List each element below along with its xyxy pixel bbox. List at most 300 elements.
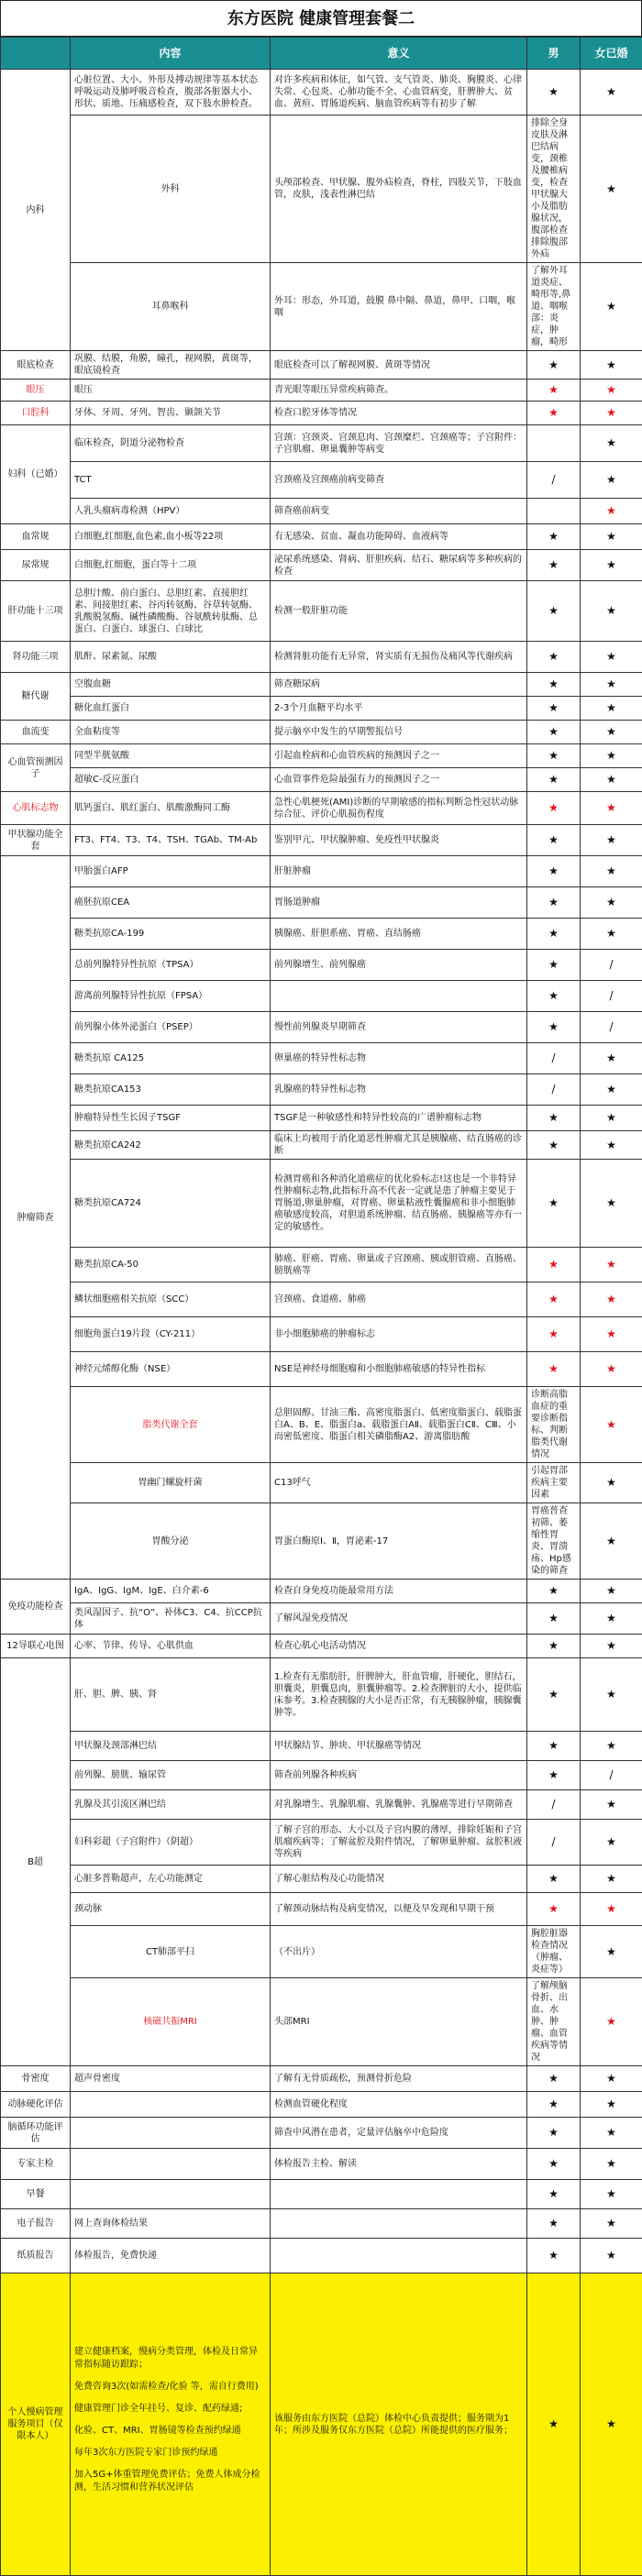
table-row bbox=[1, 2209, 642, 2239]
female-mark: ★ bbox=[581, 581, 642, 642]
female-mark: ★ bbox=[581, 2239, 642, 2273]
content-cell: 空腹血糖 bbox=[71, 673, 271, 697]
female-mark: ★ bbox=[581, 1160, 642, 1248]
content-cell: 头颅部检查、甲状腺、腹外疝检查，脊柱，四肢关节，下肢血管，皮肤，浅表性淋巴结 bbox=[271, 116, 527, 263]
male-mark: ★ bbox=[527, 981, 581, 1012]
male-mark: / bbox=[527, 462, 581, 499]
meaning-cell: 排除全身皮肤及淋巴结病变，颈椎及腰椎病变，检查甲状腺大小及脂肪腺状况，腹部检查排除腹部外疝 bbox=[527, 116, 581, 263]
content-cell: 胃蛋白酶原Ⅰ、Ⅱ，胃泌素-17 bbox=[271, 1503, 527, 1580]
meaning-cell: 检测胃癌和各种消化道癌症的优化验标志!这也是一个非特异性肿瘤标志物,此指标升高不代表一定就是患了肿瘤主要见于胃肠道,卵巢肿瘤，对胃癌、卵巢粘液性囊腺癌和非小细胞肺癌敏感度较高，对胆道系统肿瘤、结直肠癌、胰腺癌等亦有一定的敏感性。 bbox=[271, 1160, 527, 1248]
table-row bbox=[1, 825, 642, 856]
table-row bbox=[1, 524, 642, 550]
meaning-cell bbox=[271, 2180, 527, 2209]
female-mark: ★ bbox=[581, 380, 642, 402]
female-mark: ★ bbox=[581, 1106, 642, 1131]
male-mark: ★ bbox=[581, 1978, 642, 2066]
meaning-cell: 1.检查有无脂肪肝，肝脾肿大，肝血管瘤，肝硬化，胆结石，胆囊炎，胆囊息肉，胆囊肿瘤等。2.检查脾脏的大小，提供临床参考。3.检查胰腺的大小是否正常，有无胰腺肿瘤，胰腺囊肿等。 bbox=[271, 1658, 527, 1732]
content-cell: 心脏位置、大小、外形及搏动规律等基本状态 呼吸运动及肺呼吸音检查，腹部各脏器大小、形状、质地、压痛感检查，双下肢水肿检查。 bbox=[71, 70, 271, 116]
female-mark: ★ bbox=[581, 2149, 642, 2180]
male-mark: ★ bbox=[527, 1580, 581, 1603]
meaning-cell: 了解颈动脉结构及病变情况，以便及早发现和早期干预 bbox=[271, 1893, 527, 1926]
meaning-cell: 对许多疾病和体征，如气管、支气管炎、肺炎、胸膜炎、心律失常、心包炎、心肺功能不全、心血管病变，肝脾肿大、贫血、黄疸、胃肠道疾病、脑血管疾病等有初步了解 bbox=[271, 70, 527, 116]
female-mark: ★ bbox=[581, 2118, 642, 2149]
male-mark: ★ bbox=[527, 1658, 581, 1732]
female-mark: ★ bbox=[581, 1820, 642, 1866]
female-mark: ★ bbox=[581, 499, 642, 524]
content-cell: C13呼气 bbox=[271, 1463, 527, 1503]
content-cell: 糖类抗原CA724 bbox=[71, 1160, 271, 1248]
meaning-cell: 筛查癌前病变 bbox=[271, 499, 527, 524]
female-mark: ★ bbox=[581, 1043, 642, 1074]
male-mark: ★ bbox=[527, 2149, 581, 2180]
category-cell: 外科 bbox=[71, 116, 271, 263]
category-cell: 肝功能十三项 bbox=[1, 581, 71, 642]
female-mark: ★ bbox=[581, 1580, 642, 1603]
female-mark: ★ bbox=[581, 550, 642, 581]
female-mark: ★ bbox=[581, 1658, 642, 1732]
female-mark: ★ bbox=[581, 856, 642, 887]
table-row bbox=[1, 642, 642, 673]
category-cell: 心血管预测因子 bbox=[1, 744, 71, 792]
male-mark: / bbox=[527, 1790, 581, 1820]
table-row bbox=[1, 116, 642, 263]
female-mark: / bbox=[581, 950, 642, 981]
category-cell: 早餐 bbox=[1, 2180, 71, 2209]
male-mark: ★ bbox=[527, 1106, 581, 1131]
content-cell: 临床检查，阴道分泌物检查 bbox=[71, 425, 271, 462]
category-cell: 胃幽门螺旋杆菌 bbox=[71, 1463, 271, 1503]
content-cell: 心率、节律、传导、心肌供血 bbox=[71, 1635, 271, 1658]
category-cell: 12导联心电图 bbox=[1, 1635, 71, 1658]
meaning-cell: 宫颈：宫颈炎、宫颈息肉、宫颈糜烂、宫颈癌等；子宫附件：子宫肌瘤、卵巢囊肿等病变 bbox=[271, 425, 527, 462]
meaning-cell: 诊断高脂血症的重要诊断指标、判断脂类代谢情况 bbox=[527, 1387, 581, 1463]
male-mark: ★ bbox=[527, 825, 581, 856]
male-mark: ★ bbox=[527, 1131, 581, 1160]
meaning-cell: 了解风湿免疫情况 bbox=[271, 1603, 527, 1635]
female-mark: ★ bbox=[581, 1603, 642, 1635]
content-cell: 类风湿因子、抗“O”、补体C3、C4、抗CCP抗体 bbox=[71, 1603, 271, 1635]
table-row bbox=[1, 1131, 642, 1160]
meaning-cell: 引起血栓病和心血管疾病的预测因子之一 bbox=[271, 744, 527, 768]
female-mark: ★ bbox=[581, 642, 642, 673]
male-mark: ★ bbox=[527, 856, 581, 887]
header-female: 女已婚 bbox=[581, 38, 642, 70]
female-mark: ★ bbox=[581, 744, 642, 768]
content-cell: 肝、胆、脾、胰、肾 bbox=[71, 1658, 271, 1732]
content-cell: 总胆固醇、甘油三酯、高密度脂蛋白、低密度脂蛋白、载脂蛋白A、B、E、脂蛋白a、载脂蛋白AⅡ、载脂蛋白CⅡ、CⅢ、小而密低密度、脂蛋白相关磷脂酶A2、游离脂肪酸 bbox=[271, 1387, 527, 1463]
content-cell bbox=[71, 2149, 271, 2180]
category-cell: 眼底检查 bbox=[1, 351, 71, 380]
female-mark: ★ bbox=[581, 1074, 642, 1106]
meaning-cell: 了解颅脑骨折、出血、水肿、肿瘤、血管疾病等情况 bbox=[527, 1978, 581, 2066]
content-cell: 鳞状细胞癌相关抗原（SCC） bbox=[71, 1282, 271, 1317]
male-mark: ★ bbox=[581, 1463, 642, 1503]
table-row bbox=[1, 1866, 642, 1893]
category-cell: 脑循环功能评估 bbox=[1, 2118, 71, 2149]
male-mark: ★ bbox=[581, 1503, 642, 1580]
meaning-cell: 宫颈癌、食道癌、肺癌 bbox=[271, 1282, 527, 1317]
male-mark: ★ bbox=[527, 70, 581, 116]
male-mark: ★ bbox=[527, 1603, 581, 1635]
meaning-cell: 检查口腔牙体等情况 bbox=[271, 402, 527, 425]
content-cell: 白细胞,红细胞,血色素,血小板等22项 bbox=[71, 524, 271, 550]
table-row bbox=[1, 697, 642, 721]
content-cell: 乳腺及其引流区淋巴结 bbox=[71, 1790, 271, 1820]
female-mark: ★ bbox=[581, 721, 642, 744]
table-row bbox=[1, 1635, 642, 1658]
table-body bbox=[1, 70, 642, 2576]
male-mark: ★ bbox=[527, 642, 581, 673]
female-mark: ★ bbox=[581, 1790, 642, 1820]
meaning-cell: 检测血管硬化程度 bbox=[271, 2092, 527, 2118]
content-cell: 糖类抗原 CA125 bbox=[71, 1043, 271, 1074]
meaning-cell: 胰腺癌、肝胆系癌、胃癌、直结肠癌 bbox=[271, 919, 527, 950]
male-mark: ★ bbox=[527, 2239, 581, 2273]
meaning-cell: 提示脑卒中发生的早期警报信号 bbox=[271, 721, 527, 744]
table-row bbox=[1, 919, 642, 950]
meaning-cell: 胃癌普查初筛、萎缩性胃炎、胃溃疡、Hp感染的筛查 bbox=[527, 1503, 581, 1580]
male-mark: ★ bbox=[527, 792, 581, 825]
meaning-cell: 了解心脏结构及心功能情况 bbox=[271, 1866, 527, 1893]
category-cell: 妇科（已婚） bbox=[1, 425, 71, 524]
male-mark: ★ bbox=[527, 919, 581, 950]
content-cell: 糖类抗原CA-50 bbox=[71, 1248, 271, 1282]
male-mark: / bbox=[527, 1820, 581, 1866]
category-cell: 甲状腺功能全套 bbox=[1, 825, 71, 856]
content-cell: 牙体、牙周、牙列、智齿、颞颌关节 bbox=[71, 402, 271, 425]
table-row bbox=[1, 425, 642, 462]
category-cell: 心肌标志物 bbox=[1, 792, 71, 825]
meaning-cell: 慢性前列腺炎早期筛查 bbox=[271, 1012, 527, 1043]
category-cell: CT肺部平扫 bbox=[71, 1926, 271, 1978]
header-content: 内容 bbox=[71, 38, 271, 70]
male-mark: ★ bbox=[527, 950, 581, 981]
table-row bbox=[1, 1978, 642, 2066]
package-table bbox=[0, 37, 642, 2576]
vip-items-cell bbox=[71, 2273, 271, 2576]
table-row bbox=[1, 744, 642, 768]
table-row bbox=[1, 1580, 642, 1603]
content-cell: IgA、IgG、IgM、IgE、白介素-6 bbox=[71, 1580, 271, 1603]
male-mark: ★ bbox=[527, 402, 581, 425]
content-cell: 妇科彩超（子宫附件）（阴超） bbox=[71, 1820, 271, 1866]
category-cell: 核磁共振MRI bbox=[71, 1978, 271, 2066]
table-row bbox=[1, 2066, 642, 2092]
table-row bbox=[1, 402, 642, 425]
table-row bbox=[1, 768, 642, 792]
table-row bbox=[1, 1790, 642, 1820]
table-row bbox=[1, 351, 642, 380]
meaning-cell: 检查自身免疫功能最常用方法 bbox=[271, 1580, 527, 1603]
meaning-cell: 体检报告主检、解读 bbox=[271, 2149, 527, 2180]
male-mark: ★ bbox=[527, 721, 581, 744]
content-cell bbox=[71, 2180, 271, 2209]
male-mark: ★ bbox=[581, 263, 642, 351]
content-cell: 肿瘤特异性生长因子TSGF bbox=[71, 1106, 271, 1131]
male-mark: ★ bbox=[527, 1761, 581, 1790]
table-row bbox=[1, 2149, 642, 2180]
meaning-cell: 对乳腺增生、乳腺肌瘤、乳腺囊肿、乳腺癌等进行早期筛查 bbox=[271, 1790, 527, 1820]
meaning-cell: 青光眼等眼压异常疾病筛查。 bbox=[271, 380, 527, 402]
content-cell: 肌钙蛋白、肌红蛋白、肌酸激酶同工酶 bbox=[71, 792, 271, 825]
male-mark: ★ bbox=[527, 1012, 581, 1043]
male-mark: ★ bbox=[527, 1352, 581, 1387]
female-mark: ★ bbox=[581, 1635, 642, 1658]
female-mark: ★ bbox=[581, 2092, 642, 2118]
category-cell: 血常规 bbox=[1, 524, 71, 550]
female-mark: ★ bbox=[581, 792, 642, 825]
table-row bbox=[1, 263, 642, 351]
female-mark: ★ bbox=[581, 1352, 642, 1387]
male-mark bbox=[527, 425, 581, 462]
table-row bbox=[1, 673, 642, 697]
male-mark: ★ bbox=[527, 2209, 581, 2239]
content-cell: 前列腺小体外泌蛋白（PSEP） bbox=[71, 1012, 271, 1043]
table-row bbox=[1, 1387, 642, 1463]
female-mark: / bbox=[581, 981, 642, 1012]
male-mark: ★ bbox=[527, 1282, 581, 1317]
male-mark: ★ bbox=[527, 1248, 581, 1282]
category-cell: 内科 bbox=[1, 70, 71, 351]
content-cell: 网上查询体检结果 bbox=[71, 2209, 271, 2239]
content-cell: 体检报告，免费快递 bbox=[71, 2239, 271, 2273]
category-cell: 免疫功能检查 bbox=[1, 1580, 71, 1635]
male-mark: ★ bbox=[527, 2273, 581, 2576]
content-cell: 细胞角蛋白19片段（CY-211） bbox=[71, 1317, 271, 1352]
vip-meaning-cell: 该服务由东方医院（总院）体检中心负责提供；服务期为1年；所涉及服务仅东方医院（总院）所能提供的医疗服务； bbox=[271, 2273, 527, 2576]
content-cell: TCT bbox=[71, 462, 271, 499]
female-mark: ★ bbox=[581, 1732, 642, 1761]
female-mark: ★ bbox=[581, 673, 642, 697]
male-mark bbox=[527, 499, 581, 524]
male-mark: ★ bbox=[581, 116, 642, 263]
male-mark: ★ bbox=[527, 1160, 581, 1248]
category-cell: 电子报告 bbox=[1, 2209, 71, 2239]
meaning-cell: 筛查前列腺各种疾病 bbox=[271, 1761, 527, 1790]
female-mark: ★ bbox=[581, 2066, 642, 2092]
female-mark: ★ bbox=[581, 1866, 642, 1893]
meaning-cell bbox=[271, 2239, 527, 2273]
male-mark: ★ bbox=[527, 768, 581, 792]
female-mark: ★ bbox=[581, 1131, 642, 1160]
table-row bbox=[1, 1503, 642, 1580]
category-cell: 眼压 bbox=[1, 380, 71, 402]
content-cell: 超敏C-反应蛋白 bbox=[71, 768, 271, 792]
table-row bbox=[1, 1761, 642, 1790]
meaning-cell: 了解子宫的形态、大小以及子宫内膜的薄厚，排除妊娠和子宫肌瘤疾病等；了解盆腔及附件情况，了解卵巢肿瘤、盆腔积液等疾病 bbox=[271, 1820, 527, 1866]
male-mark: ★ bbox=[527, 550, 581, 581]
meaning-cell: 宫颈癌及宫颈癌前病变筛查 bbox=[271, 462, 527, 499]
meaning-cell: 引起胃部疾病主要因素 bbox=[527, 1463, 581, 1503]
table-row bbox=[1, 856, 642, 887]
content-cell: 同型半胱氨酸 bbox=[71, 744, 271, 768]
content-cell bbox=[71, 2118, 271, 2149]
male-mark: ★ bbox=[527, 2066, 581, 2092]
meaning-cell: 前列腺增生、前列腺癌 bbox=[271, 950, 527, 981]
vip-item: 加入5G+体重管理免费评估；免费人体成分检测，生活习惯和营养状况评估 bbox=[74, 2469, 266, 2494]
male-mark: ★ bbox=[527, 581, 581, 642]
content-cell: 肌酐、尿素氮、尿酸 bbox=[71, 642, 271, 673]
table-row bbox=[1, 1926, 642, 1978]
vip-category-cell: 个人慢病管理服务项目（仅限本人） bbox=[1, 2273, 71, 2576]
meaning-cell: 眼底检查可以了解视网膜、黄斑等情况 bbox=[271, 351, 527, 380]
meaning-cell: 胃肠道肿瘤 bbox=[271, 887, 527, 919]
meaning-cell: 甲状腺结节、肿块、甲状腺癌等情况 bbox=[271, 1732, 527, 1761]
category-cell: 骨密度 bbox=[1, 2066, 71, 2092]
table-row bbox=[1, 721, 642, 744]
male-mark: ★ bbox=[527, 380, 581, 402]
vip-service-row bbox=[1, 2273, 642, 2576]
table-row bbox=[1, 981, 642, 1012]
meaning-cell: 卵巢癌的特异性标志物 bbox=[271, 1043, 527, 1074]
content-cell: 心脏多普勒超声，左心功能测定 bbox=[71, 1866, 271, 1893]
content-cell: 糖化血红蛋白 bbox=[71, 697, 271, 721]
table-row bbox=[1, 2239, 642, 2273]
female-mark: ★ bbox=[581, 1282, 642, 1317]
table-row bbox=[1, 1160, 642, 1248]
meaning-cell: 检测肾脏功能有无异常，肾实质有无损伤及痛风等代谢疾病 bbox=[271, 642, 527, 673]
category-cell: 口腔科 bbox=[1, 402, 71, 425]
table-row bbox=[1, 1106, 642, 1131]
category-cell: 专家主检 bbox=[1, 2149, 71, 2180]
table-row bbox=[1, 2180, 642, 2209]
table-row bbox=[1, 1352, 642, 1387]
content-cell: 游离前列腺特异性抗原（FPSA） bbox=[71, 981, 271, 1012]
table-header-row bbox=[1, 38, 642, 70]
female-mark: ★ bbox=[581, 768, 642, 792]
table-row bbox=[1, 1893, 642, 1926]
category-cell: 动脉硬化评估 bbox=[1, 2092, 71, 2118]
table-row bbox=[1, 950, 642, 981]
table-row bbox=[1, 887, 642, 919]
meaning-cell: NSE是神经母细胞瘤和小细胞肺癌敏感的特异性指标 bbox=[271, 1352, 527, 1387]
female-mark: ★ bbox=[581, 70, 642, 116]
category-cell: 耳鼻喉科 bbox=[71, 263, 271, 351]
female-mark: ★ bbox=[581, 2180, 642, 2209]
meaning-cell: 胸腔脏器检查情况（肿瘤、炎症等） bbox=[527, 1926, 581, 1978]
header-meaning: 意义 bbox=[271, 38, 527, 70]
content-cell: （不出片） bbox=[271, 1926, 527, 1978]
table-row bbox=[1, 380, 642, 402]
table-row bbox=[1, 1043, 642, 1074]
meaning-cell: 乳腺癌的特异性标志物 bbox=[271, 1074, 527, 1106]
male-mark: ★ bbox=[527, 2092, 581, 2118]
category-cell: 血流变 bbox=[1, 721, 71, 744]
female-mark: ★ bbox=[581, 825, 642, 856]
female-mark: ★ bbox=[581, 1248, 642, 1282]
category-cell: 糖代谢 bbox=[1, 673, 71, 721]
table-row bbox=[1, 1282, 642, 1317]
content-cell: 总前列腺特异性抗原（TPSA） bbox=[71, 950, 271, 981]
table-row bbox=[1, 1074, 642, 1106]
category-cell: 脂类代谢全套 bbox=[71, 1387, 271, 1463]
meaning-cell: 筛查中风潜在患者，定量评估脑卒中危险度 bbox=[271, 2118, 527, 2149]
male-mark: ★ bbox=[581, 1926, 642, 1978]
meaning-cell: 有无感染、贫血、凝血功能障碍、血液病等 bbox=[271, 524, 527, 550]
table-row bbox=[1, 462, 642, 499]
meaning-cell: 急性心肌梗死(AMI)诊断的早期敏感的指标判断急性冠状动脉综合征、评价心肌损伤程度 bbox=[271, 792, 527, 825]
male-mark: ★ bbox=[527, 1635, 581, 1658]
table-row bbox=[1, 1820, 642, 1866]
female-mark: ★ bbox=[581, 697, 642, 721]
content-cell: 白细胞,红细胞，蛋白等十二项 bbox=[71, 550, 271, 581]
content-cell: 总胆汁酸、前白蛋白、总胆红素、直接胆红素、间接胆红素、谷丙转氨酶、谷草转氨酶、乳酸脱氢酶、碱性磷酸酶、谷氨酰转肽酶、总蛋白、白蛋白、球蛋白、白球比 bbox=[71, 581, 271, 642]
meaning-cell: 泌尿系统感染、肾病、肝胆疾病、结石、糖尿病等多种疾病的检查 bbox=[271, 550, 527, 581]
content-cell: 甲状腺及颈部淋巴结 bbox=[71, 1732, 271, 1761]
female-mark: ★ bbox=[581, 425, 642, 462]
meaning-cell: 临床上均被用于消化道恶性肿瘤尤其是胰腺癌、结直肠癌的诊断 bbox=[271, 1131, 527, 1160]
male-mark: ★ bbox=[527, 1317, 581, 1352]
table-row bbox=[1, 1732, 642, 1761]
male-mark: / bbox=[527, 1043, 581, 1074]
meaning-cell: 心血管事件危险最强有力的预测因子之一 bbox=[271, 768, 527, 792]
meaning-cell bbox=[271, 2209, 527, 2239]
male-mark: ★ bbox=[527, 2180, 581, 2209]
table-row bbox=[1, 550, 642, 581]
table-row bbox=[1, 2118, 642, 2149]
male-mark: ★ bbox=[527, 1866, 581, 1893]
vip-item: 健康管理门诊全年挂号、复诊、配药绿通; bbox=[74, 2403, 266, 2416]
female-mark: ★ bbox=[581, 887, 642, 919]
meaning-cell: 检测一般肝脏功能 bbox=[271, 581, 527, 642]
content-cell: 颈动脉 bbox=[71, 1893, 271, 1926]
male-mark: / bbox=[527, 1074, 581, 1106]
table-row bbox=[1, 792, 642, 825]
male-mark: ★ bbox=[527, 673, 581, 697]
meaning-cell: 肺癌、肝癌、胃癌、卵巢或子宫颈癌、胰或胆管癌、直肠癌、膀胱癌等 bbox=[271, 1248, 527, 1282]
category-cell: 胃酸分泌 bbox=[71, 1503, 271, 1580]
vip-item: 每年3次东方医院专家门诊预约绿通 bbox=[74, 2447, 266, 2460]
vip-item: 化验、CT、MRI、胃肠镜等检查预约绿通 bbox=[74, 2425, 266, 2438]
male-mark: ★ bbox=[527, 697, 581, 721]
table-row bbox=[1, 499, 642, 524]
content-cell: FT3、FT4、T3、T4、TSH、TGAb、TM-Ab bbox=[71, 825, 271, 856]
vip-item: 建立健康档案，慢病分类管理，体检及日常异常指标随访跟踪； bbox=[74, 2346, 266, 2372]
content-cell bbox=[71, 2092, 271, 2118]
male-mark: ★ bbox=[527, 1893, 581, 1926]
category-cell: B超 bbox=[1, 1658, 71, 2066]
meaning-cell: 鉴别甲亢、甲状腺肿瘤、免疫性甲状腺炎 bbox=[271, 825, 527, 856]
male-mark: ★ bbox=[527, 351, 581, 380]
meaning-cell: 检查心肌心电活动情况 bbox=[271, 1635, 527, 1658]
header-male: 男 bbox=[527, 38, 581, 70]
meaning-cell: 2-3个月血糖平均水平 bbox=[271, 697, 527, 721]
table-row bbox=[1, 1317, 642, 1352]
male-mark: ★ bbox=[527, 2118, 581, 2149]
header-category bbox=[1, 38, 71, 70]
meaning-cell: 了解外耳道炎症、畸形等,鼻道、咽喉部：炎症，肿瘤，畸形 bbox=[527, 263, 581, 351]
female-mark: ★ bbox=[581, 1317, 642, 1352]
female-mark: ★ bbox=[581, 351, 642, 380]
content-cell: 眼压 bbox=[71, 380, 271, 402]
meaning-cell: 筛查糖尿病 bbox=[271, 673, 527, 697]
table-row bbox=[1, 2092, 642, 2118]
vip-item: 免费咨询3次(如需检查/化验 等，需自行费用) bbox=[74, 2381, 266, 2394]
content-cell: 超声骨密度 bbox=[71, 2066, 271, 2092]
content-cell: 糖类抗原CA153 bbox=[71, 1074, 271, 1106]
meaning-cell bbox=[271, 981, 527, 1012]
meaning-cell: 非小细胞肺癌的肿瘤标志 bbox=[271, 1317, 527, 1352]
content-cell: 人乳头瘤病毒检测（HPV） bbox=[71, 499, 271, 524]
female-mark: ★ bbox=[581, 1893, 642, 1926]
content-cell: 头部MRI bbox=[271, 1978, 527, 2066]
content-cell: 神经元烯醇化酶（NSE） bbox=[71, 1352, 271, 1387]
table-row bbox=[1, 70, 642, 116]
female-mark: / bbox=[581, 1012, 642, 1043]
category-cell: 肿瘤筛查 bbox=[1, 856, 71, 1580]
meaning-cell: 肝脏肿瘤 bbox=[271, 856, 527, 887]
content-cell: 癌胚抗原CEA bbox=[71, 887, 271, 919]
